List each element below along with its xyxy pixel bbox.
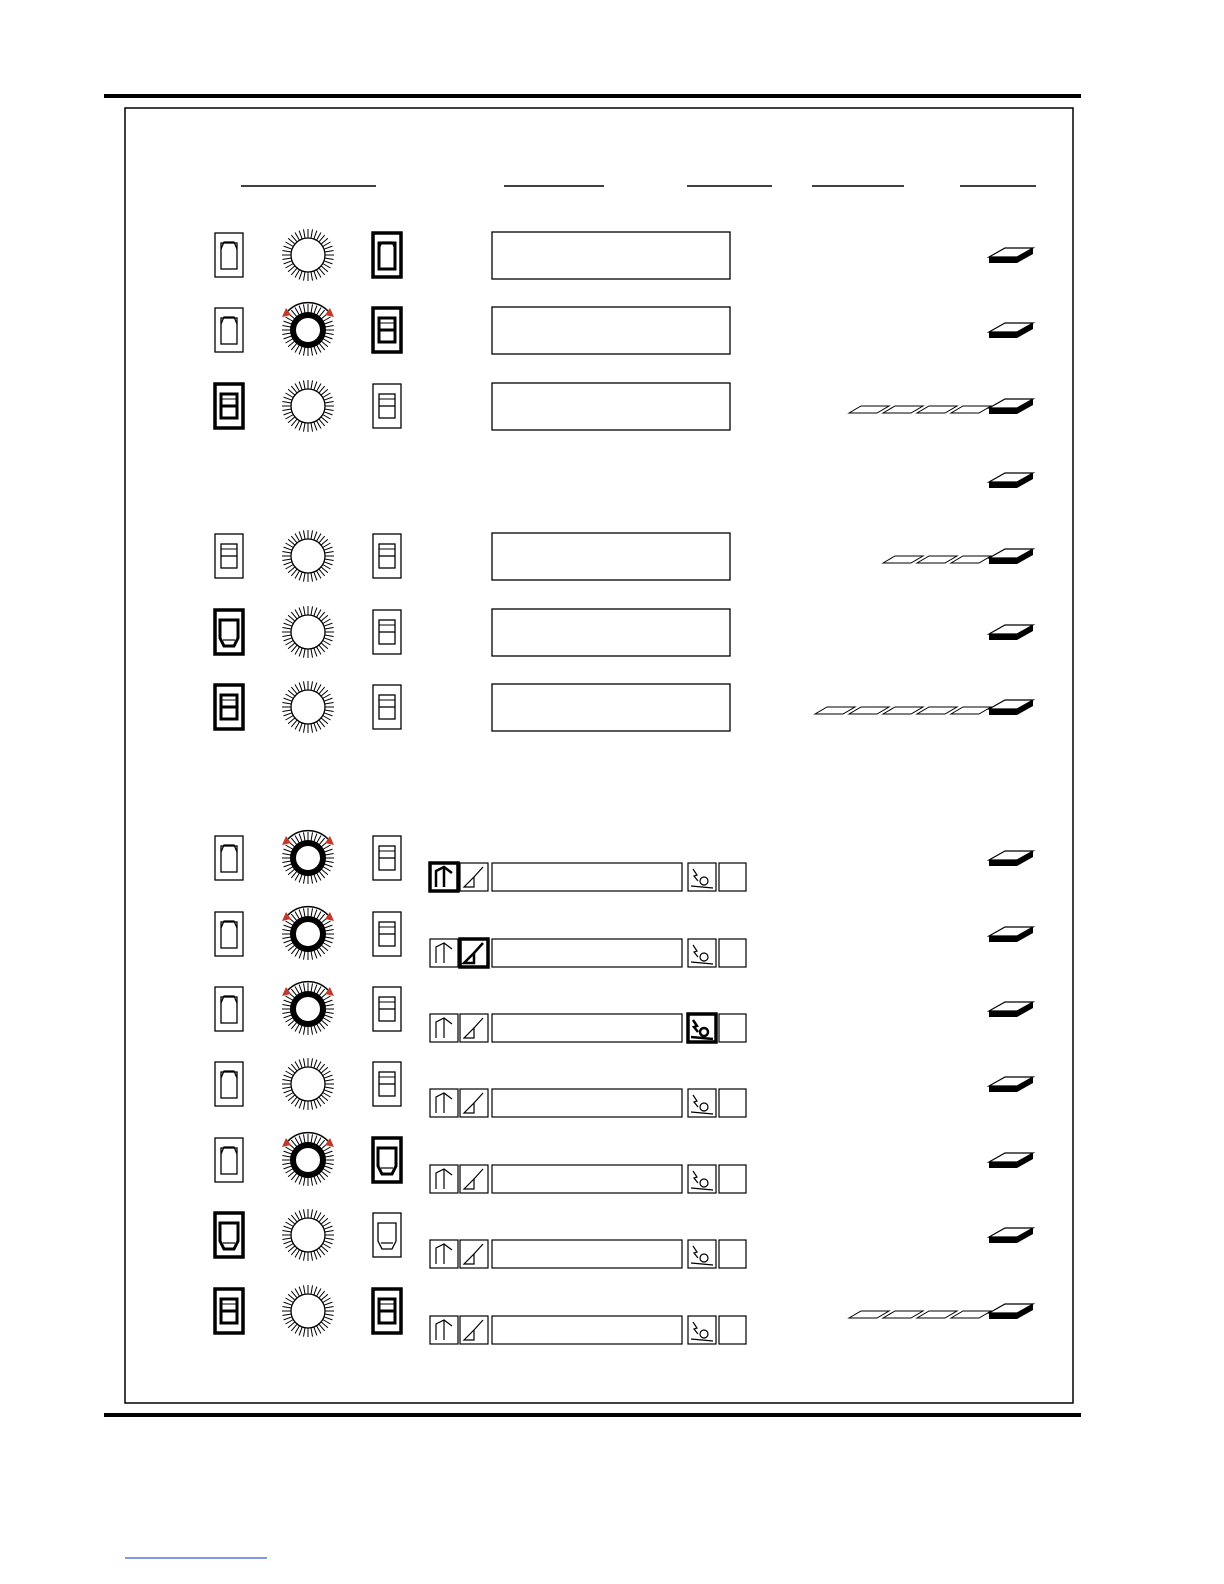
toggle-switch-on[interactable]	[215, 1289, 243, 1333]
value-input[interactable]	[719, 939, 746, 967]
switch-plate	[215, 233, 243, 277]
level-pads	[883, 549, 1033, 564]
ramp-icon[interactable]	[460, 1089, 488, 1117]
value-input[interactable]	[719, 1165, 746, 1193]
level-pads	[989, 625, 1033, 640]
secondary-pad	[951, 707, 991, 714]
spark-icon[interactable]	[688, 1089, 716, 1117]
secondary-pad	[917, 707, 957, 714]
switch-plate	[215, 308, 243, 352]
secondary-pad	[883, 556, 923, 563]
value-display	[492, 863, 682, 891]
rotary-knob[interactable]	[282, 1209, 334, 1261]
value-input-box	[719, 1240, 746, 1268]
value-input[interactable]	[719, 863, 746, 891]
value-display	[492, 609, 730, 656]
control-row	[215, 681, 1033, 733]
rotary-knob-active[interactable]	[282, 982, 334, 1035]
toggle-switch-off[interactable]	[373, 384, 401, 428]
rotary-knob[interactable]	[282, 530, 334, 582]
rocker-switch-off[interactable]	[373, 1213, 401, 1257]
secondary-pad	[917, 406, 957, 413]
knob-dial	[291, 615, 325, 649]
value-input-box	[719, 863, 746, 891]
rotary-knob-active[interactable]	[282, 303, 334, 356]
secondary-pad	[917, 1311, 957, 1318]
ramp-icon[interactable]	[460, 863, 488, 891]
control-row	[215, 380, 1033, 432]
level-pads	[989, 851, 1033, 866]
knob-dial	[291, 539, 325, 573]
spark-icon-active[interactable]	[688, 1014, 716, 1042]
value-input-box	[719, 1089, 746, 1117]
level-pads	[989, 473, 1033, 488]
value-input-box	[719, 1014, 746, 1042]
toggle-switch-off[interactable]	[215, 987, 243, 1031]
toggle-switch-off[interactable]	[215, 308, 243, 352]
secondary-pad	[849, 1311, 889, 1318]
rotary-knob[interactable]	[282, 380, 334, 432]
value-display	[492, 684, 730, 731]
value-display	[492, 1316, 682, 1344]
secondary-pad	[951, 1311, 991, 1318]
switch-plate	[215, 1138, 243, 1182]
level-pads	[849, 399, 1033, 414]
secondary-pad	[951, 406, 991, 413]
level-pads	[815, 700, 1033, 715]
value-display	[492, 1014, 682, 1042]
toggle-switch-off[interactable]	[373, 987, 401, 1031]
rocker-switch-on[interactable]	[373, 1138, 401, 1182]
toggle-switch-on[interactable]	[215, 384, 243, 428]
toggle-switch-off[interactable]	[215, 233, 243, 277]
knob-dial	[291, 1294, 325, 1328]
knob-dial	[293, 919, 323, 949]
value-display	[492, 939, 682, 967]
knob-dial	[291, 1067, 325, 1101]
value-display	[492, 1089, 682, 1117]
value-input[interactable]	[719, 1240, 746, 1268]
secondary-pad	[951, 556, 991, 563]
rocker-switch-on[interactable]	[215, 1213, 243, 1257]
toggle-switch-off[interactable]	[373, 685, 401, 729]
level-pads	[989, 323, 1033, 338]
gate-icon[interactable]	[430, 1014, 458, 1042]
spark-icon[interactable]	[688, 1165, 716, 1193]
switch-plate	[215, 987, 243, 1031]
rotary-knob-active[interactable]	[282, 1133, 334, 1186]
level-pads	[989, 248, 1033, 263]
toggle-switch-off[interactable]	[373, 610, 401, 654]
secondary-pad	[917, 556, 957, 563]
knob-dial	[291, 1218, 325, 1252]
control-row	[215, 1209, 1033, 1268]
knob-dial	[293, 994, 323, 1024]
knob-dial	[293, 315, 323, 345]
toggle-switch-off[interactable]	[373, 1062, 401, 1106]
control-row	[215, 303, 1033, 356]
rotary-knob[interactable]	[282, 606, 334, 658]
control-row	[215, 530, 1033, 582]
toggle-switch-off[interactable]	[215, 1062, 243, 1106]
rotary-knob-active[interactable]	[282, 907, 334, 960]
knob-dial	[293, 1145, 323, 1175]
level-pads	[849, 1304, 1033, 1319]
knob-dial	[291, 238, 325, 272]
spark-icon[interactable]	[688, 863, 716, 891]
rotary-knob[interactable]	[282, 681, 334, 733]
control-rows	[215, 229, 1033, 1344]
secondary-pad	[849, 406, 889, 413]
secondary-pad	[815, 707, 855, 714]
value-input-box	[719, 939, 746, 967]
control-row	[989, 473, 1033, 488]
knob-dial	[291, 690, 325, 724]
gate-icon[interactable]	[430, 1089, 458, 1117]
page-frame	[104, 96, 1081, 1415]
level-pads	[989, 1153, 1033, 1168]
spark-icon[interactable]	[688, 1240, 716, 1268]
control-row	[215, 831, 1033, 891]
rotary-knob[interactable]	[282, 229, 334, 281]
secondary-pad	[883, 406, 923, 413]
value-display	[492, 232, 730, 279]
value-input[interactable]	[719, 1014, 746, 1042]
gate-icon[interactable]	[430, 1165, 458, 1193]
knob-dial	[293, 843, 323, 873]
secondary-pad	[849, 707, 889, 714]
toggle-switch-on[interactable]	[373, 1289, 401, 1333]
toggle-switch-off[interactable]	[373, 912, 401, 956]
value-input[interactable]	[719, 1089, 746, 1117]
value-display	[492, 533, 730, 580]
gate-icon-active[interactable]	[430, 863, 458, 891]
toggle-switch-off[interactable]	[373, 836, 401, 880]
value-input[interactable]	[719, 1316, 746, 1344]
gate-icon[interactable]	[430, 939, 458, 967]
switch-plate	[215, 912, 243, 956]
spark-icon[interactable]	[688, 939, 716, 967]
control-row	[215, 982, 1033, 1042]
ramp-icon[interactable]	[460, 1240, 488, 1268]
value-input-box	[719, 1165, 746, 1193]
secondary-pad	[883, 707, 923, 714]
toggle-switch-off[interactable]	[215, 912, 243, 956]
control-row	[215, 606, 1033, 658]
toggle-switch-off[interactable]	[215, 534, 243, 578]
value-display	[492, 307, 730, 354]
secondary-pad	[883, 1311, 923, 1318]
toggle-switch-on[interactable]	[373, 233, 401, 277]
ramp-icon-active[interactable]	[460, 939, 488, 967]
level-pads	[989, 1002, 1033, 1017]
ramp-icon[interactable]	[460, 1014, 488, 1042]
control-row	[215, 229, 1033, 281]
toggle-switch-off[interactable]	[373, 534, 401, 578]
rotary-knob[interactable]	[282, 1058, 334, 1110]
gate-icon[interactable]	[430, 1316, 458, 1344]
value-display	[492, 1165, 682, 1193]
value-display	[492, 383, 730, 430]
knob-dial	[291, 389, 325, 423]
level-pads	[989, 1077, 1033, 1092]
ramp-icon[interactable]	[460, 1316, 488, 1344]
value-input-box	[719, 1316, 746, 1344]
toggle-switch-off[interactable]	[215, 1138, 243, 1182]
rotary-knob[interactable]	[282, 1285, 334, 1337]
rotary-knob-active[interactable]	[282, 831, 334, 884]
switch-plate	[373, 1213, 401, 1257]
value-display	[492, 1240, 682, 1268]
control-row	[215, 1133, 1033, 1193]
level-pads	[989, 1228, 1033, 1243]
control-row	[215, 907, 1033, 967]
switch-plate	[215, 836, 243, 880]
toggle-switch-on[interactable]	[373, 308, 401, 352]
rocker-switch-on[interactable]	[215, 610, 243, 654]
gate-icon[interactable]	[430, 1240, 458, 1268]
spark-icon[interactable]	[688, 1316, 716, 1344]
panel-border	[125, 108, 1073, 1403]
toggle-switch-off[interactable]	[215, 836, 243, 880]
control-row	[215, 1058, 1033, 1117]
switch-plate	[215, 1062, 243, 1106]
ramp-icon[interactable]	[460, 1165, 488, 1193]
control-row	[215, 1285, 1033, 1344]
level-pads	[989, 927, 1033, 942]
toggle-switch-on[interactable]	[215, 685, 243, 729]
